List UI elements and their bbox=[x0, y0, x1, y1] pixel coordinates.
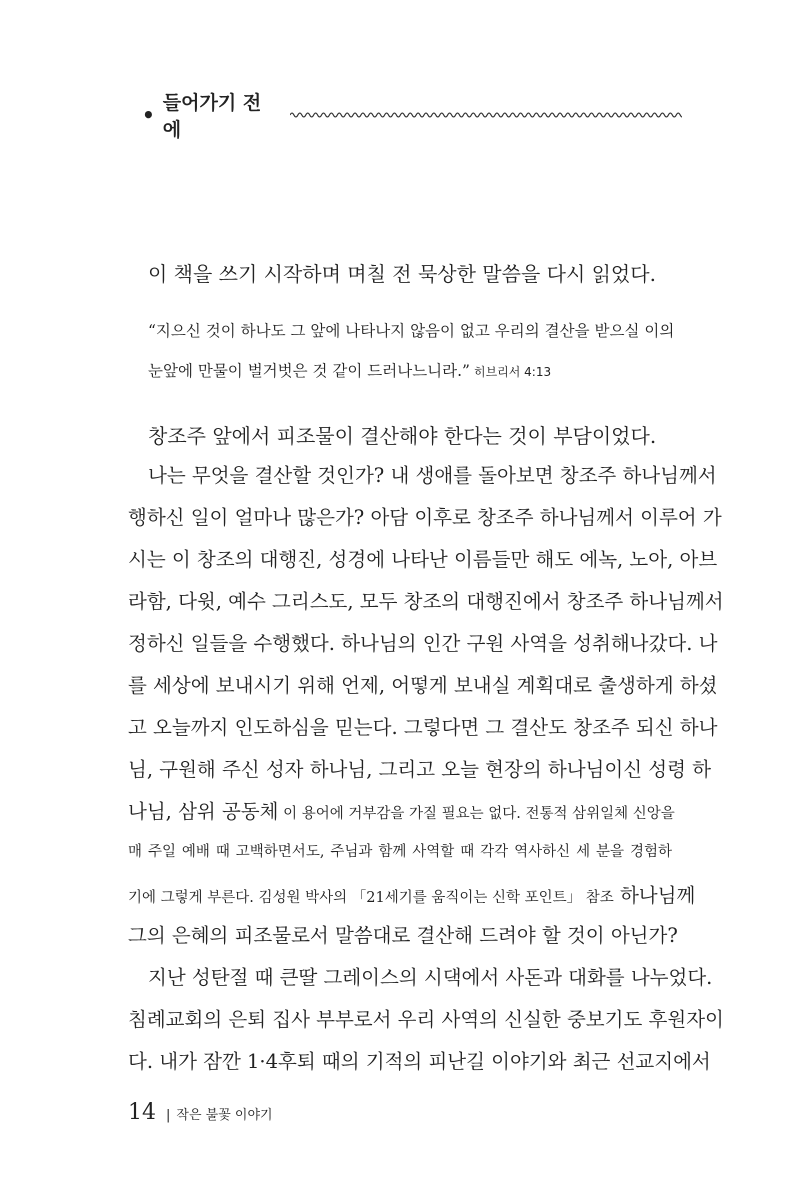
paragraph-3-line-2: 침례교회의 은퇴 집사 부부로서 우리 사역의 신실한 중보기도 후원자이 bbox=[128, 1008, 724, 1031]
paragraph-3-line-3: 다. 내가 잠깐 1·4후퇴 때의 기적의 피난길 이야기와 최근 선교지에서 bbox=[128, 1050, 711, 1073]
section-title: 들어가기 전에 bbox=[162, 92, 262, 141]
paragraph-2-line-11-main: 하나님께 bbox=[613, 884, 696, 907]
scripture-reference: 히브리서 4:13 bbox=[473, 365, 552, 379]
paragraph-3-line-1: 지난 성탄절 때 큰딸 그레이스의 시댁에서 사돈과 대화를 나누었다. bbox=[148, 966, 713, 989]
intro-sentence: 이 책을 쓰기 시작하며 며칠 전 묵상한 말씀을 다시 읽었다. bbox=[148, 262, 656, 286]
paragraph-2-line-3: 시는 이 창조의 대행진, 성경에 나타난 이름들만 해도 에녹, 노아, 아브 bbox=[128, 548, 718, 571]
footnote-inline: 이 용어에 거부감을 가질 필요는 없다. 전통적 삼위일체 신앙을 bbox=[278, 806, 675, 822]
paragraph-2-line-12: 그의 은혜의 피조물로서 말씀대로 결산해 드려야 할 것이 아닌가? bbox=[128, 924, 678, 947]
paragraph-1: 창조주 앞에서 피조물이 결산해야 한다는 것이 부담이었다. bbox=[148, 424, 657, 448]
paragraph-2-line-9 bbox=[128, 796, 675, 824]
scripture-quote-line-1: “지으신 것이 하나도 그 앞에 나타나지 않음이 없고 우리의 결산을 받으실 이의 bbox=[148, 322, 675, 340]
paragraph-2-line-10: 매 주일 예배 때 고백하면서도, 주님과 함께 사역할 때 각각 역사하신 세 분을 경험하 bbox=[128, 844, 672, 860]
scripture-quote-line-2 bbox=[148, 359, 551, 381]
paragraph-2-line-1: 나는 무엇을 결산할 것인가? 내 생애를 돌아보면 창조주 하나님께서 bbox=[148, 464, 717, 487]
scripture-quote-text: 눈앞에 만물이 벌거벗은 것 같이 드러나느니라.” bbox=[148, 362, 470, 380]
page-footer bbox=[128, 1100, 273, 1125]
paragraph-2-line-9-main: 나님, 삼위 공동체 bbox=[128, 800, 279, 823]
header-bullet: • bbox=[142, 103, 155, 127]
book-title: 작은 불꽃 이야기 bbox=[176, 1108, 273, 1123]
paragraph-2-line-8: 님, 구원해 주신 성자 하나님, 그리고 오늘 현장의 하나님이신 성령 하 bbox=[128, 758, 711, 781]
paragraph-2-line-4: 라함, 다윗, 예수 그리스도, 모두 창조의 대행진에서 창조주 하나님께서 bbox=[128, 590, 724, 613]
page-number: 14 bbox=[128, 1100, 156, 1125]
section-header bbox=[142, 92, 682, 141]
footnote-citation: 기에 그렇게 부른다. 김성원 박사의 「21세기를 움직이는 신학 포인트」 참조 bbox=[128, 890, 614, 906]
footer-separator: | bbox=[166, 1108, 171, 1123]
paragraph-2-line-11 bbox=[128, 880, 696, 908]
paragraph-2-line-7: 고 오늘까지 인도하심을 믿는다. 그렇다면 그 결산도 창조주 되신 하나 bbox=[128, 716, 718, 739]
paragraph-2-line-6: 를 세상에 보내시기 위해 언제, 어떻게 보내실 계획대로 출생하게 하셨 bbox=[128, 674, 718, 697]
paragraph-2-line-5: 정하신 일들을 수행했다. 하나님의 인간 구원 사역을 성취해나갔다. 나 bbox=[128, 632, 718, 655]
paragraph-2-line-2: 행하신 일이 얼마나 많은가? 아담 이후로 창조주 하나님께서 이루어 가 bbox=[128, 506, 722, 529]
wavy-divider bbox=[290, 109, 682, 121]
